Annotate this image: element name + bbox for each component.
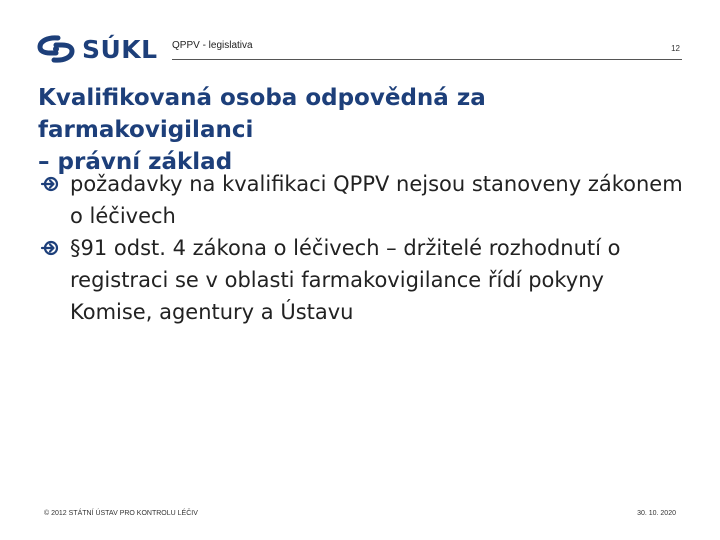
sukl-logo-mark-icon [36,34,76,64]
bullet-item [40,168,690,232]
bullet-list [40,168,690,328]
bullet-text: požadavky na kvalifikaci QPPV nejsou stanoveny zákonem o léčivech [70,172,683,228]
header-divider [172,59,682,60]
section-title: QPPV - legislativa [172,40,253,51]
footer-copyright: © 2012 STÁTNÍ ÚSTAV PRO KONTROLU LÉČIV [44,510,198,517]
page-number: 12 [671,44,680,53]
bullet-text: §91 odst. 4 zákona o léčivech – držitelé rozhodnutí o registraci se v oblasti farmakovigilance řídí pokyny Komise, agentury a Ústavu [70,236,621,324]
bullet-item [40,232,690,328]
sukl-logo [36,34,158,64]
slide-title [38,82,688,178]
logo-text: SÚKL [82,34,158,64]
footer-date: 30. 10. 2020 [637,510,676,517]
slide-title-line-2: – právní základ [38,149,233,175]
slide-title-line-1: Kvalifikovaná osoba odpovědná za farmakovigilanci [38,85,486,143]
bullet-arrow-icon [40,175,64,193]
bullet-arrow-icon [40,239,64,257]
